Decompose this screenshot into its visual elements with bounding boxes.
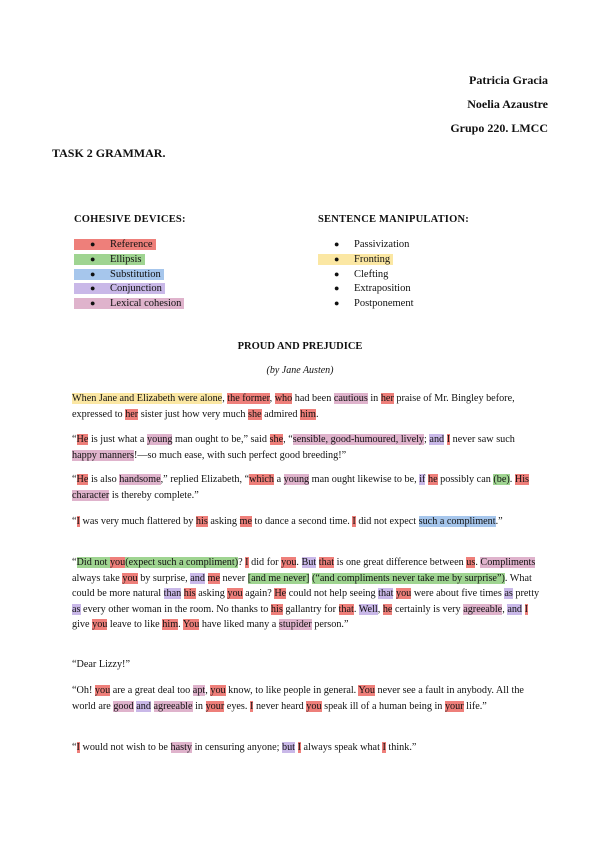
legend-item-substitution: ● Substitution xyxy=(74,267,186,282)
highlighted-span: she xyxy=(248,408,262,420)
highlighted-span: He xyxy=(274,588,287,600)
bullet-icon: ● xyxy=(90,298,96,309)
highlighted-span: handsome xyxy=(119,474,161,485)
task-title: TASK 2 GRAMMAR. xyxy=(52,146,166,160)
text-span: , xyxy=(502,603,508,615)
text-span: is one great difference between xyxy=(334,557,467,568)
highlighted-span: sensible, good-humoured, lively xyxy=(292,434,425,445)
paragraph-6 xyxy=(72,657,542,673)
legend-item-clefting: ● Clefting xyxy=(334,268,389,280)
highlighted-span: Well xyxy=(358,603,378,615)
text-span: know, to like people in general. xyxy=(225,685,359,696)
text-span: possibly can xyxy=(437,474,494,485)
highlighted-span: I xyxy=(76,516,80,527)
text-span: man ought likewise to be, xyxy=(309,474,420,485)
paragraph-5 xyxy=(72,555,542,633)
text-span: is thereby complete.” xyxy=(109,489,199,501)
bullet-icon: ● xyxy=(334,298,340,309)
highlighted-span: who xyxy=(274,393,293,404)
highlighted-span: your xyxy=(444,700,464,712)
highlighted-span: his xyxy=(195,516,208,527)
text-span: , xyxy=(377,603,383,615)
highlighted-span: than xyxy=(163,588,182,600)
highlighted-span: I xyxy=(297,742,301,753)
legend-item-reference: ● Reference xyxy=(74,237,186,252)
text-span: leave to like xyxy=(107,619,163,631)
text-span: always take xyxy=(72,572,123,584)
text-span: praise of Mr. Bingley before, expressed to xyxy=(72,393,515,420)
highlighted-span: (be) xyxy=(493,474,510,485)
highlighted-span: but xyxy=(281,742,296,753)
highlighted-span: When Jane and Elizabeth were alone xyxy=(72,393,223,404)
highlighted-span: and xyxy=(507,603,523,615)
legend-item-passivization: ● Passivization xyxy=(334,239,410,250)
highlighted-span: the former xyxy=(227,393,270,404)
highlighted-span: such a compliment xyxy=(418,516,496,527)
text-span: . xyxy=(178,619,183,631)
highlighted-span: You xyxy=(358,685,375,696)
text-span: are a great deal too xyxy=(110,685,193,696)
text-span: “Dear Lizzy!” xyxy=(72,659,130,670)
author-name-2: Noelia Azaustre xyxy=(467,97,548,111)
paragraph-7 xyxy=(72,683,542,714)
text-span: . xyxy=(353,603,359,615)
text-span: . xyxy=(296,557,302,568)
cohesive-devices-heading: COHESIVE DEVICES: xyxy=(74,214,186,225)
highlighted-span: I xyxy=(382,742,386,753)
text-span: a xyxy=(274,474,284,485)
text-span: have liked many a xyxy=(199,619,279,631)
legend-item-ellipsis: ● Ellipsis xyxy=(74,252,186,267)
highlighted-span: you xyxy=(210,685,226,696)
text-span: person.” xyxy=(311,619,349,631)
bullet-icon: ● xyxy=(334,268,340,279)
highlighted-span: (“and compliments never take me by surprise”) xyxy=(311,572,505,584)
text-span: asking xyxy=(207,516,240,527)
highlighted-span: young xyxy=(147,434,173,445)
bullet-icon: ● xyxy=(90,239,96,249)
highlighted-span: as xyxy=(504,588,513,600)
text-span: “ xyxy=(72,434,77,445)
paragraph-8 xyxy=(72,740,542,756)
highlighted-span: your xyxy=(205,700,225,712)
text-span: sister just how very much xyxy=(138,408,248,420)
highlighted-span: and xyxy=(190,572,205,584)
text-span: “ xyxy=(72,742,77,753)
text-span: ? xyxy=(238,557,246,568)
highlighted-span: young xyxy=(283,474,310,485)
bullet-icon: ● xyxy=(90,283,96,294)
text-span: in censuring anyone; xyxy=(192,742,282,753)
text-span: !—so much ease, with such perfect good breeding!” xyxy=(133,449,347,461)
highlighted-span: good xyxy=(113,700,134,712)
text-span: would not wish to be xyxy=(79,742,171,753)
bullet-icon: ● xyxy=(334,283,340,294)
text-span: had been xyxy=(292,393,334,404)
sentence-manipulation-legend xyxy=(318,214,469,311)
highlighted-span: I xyxy=(250,700,254,712)
paragraph-4 xyxy=(72,514,542,530)
text-span: , xyxy=(205,685,211,696)
legend-item-fronting: ● Fronting xyxy=(318,252,469,267)
text-span: , xyxy=(269,393,275,404)
highlighted-span: that xyxy=(378,588,394,600)
highlighted-span: I xyxy=(524,603,528,615)
highlighted-span: Did not xyxy=(76,557,110,568)
highlighted-span: you xyxy=(306,700,322,712)
text-span: never saw such xyxy=(450,434,515,445)
text-span: to dance a second time. xyxy=(251,516,353,527)
text-span: give xyxy=(72,619,93,631)
text-span: pretty xyxy=(512,588,540,600)
highlighted-span: He xyxy=(76,474,89,485)
text-span: was very much flattered by xyxy=(79,516,196,527)
highlighted-span: she xyxy=(269,434,284,445)
text-span: never xyxy=(220,572,248,584)
highlighted-span: his xyxy=(183,588,196,600)
highlighted-span: character xyxy=(72,489,110,501)
highlighted-span: But xyxy=(301,557,317,568)
highlighted-span: if xyxy=(419,474,426,485)
highlighted-span: that xyxy=(318,557,335,568)
text-span: did for xyxy=(248,557,282,568)
paragraph-3 xyxy=(72,472,542,503)
bullet-icon: ● xyxy=(90,253,96,264)
text-title: PROUD AND PREJUDICE xyxy=(237,341,363,352)
text-span: .” xyxy=(495,516,503,527)
highlighted-span: me xyxy=(207,572,220,584)
highlighted-span: hasty xyxy=(170,742,193,753)
bullet-icon: ● xyxy=(334,253,340,264)
highlighted-span: (expect such a compliment) xyxy=(125,557,239,568)
highlighted-span: I xyxy=(446,434,451,445)
text-span: “Oh! xyxy=(72,685,95,696)
paragraph-1 xyxy=(72,391,542,422)
highlighted-span: I xyxy=(245,557,249,568)
highlighted-span: you xyxy=(281,557,297,568)
text-span: gallantry for xyxy=(282,603,339,615)
highlighted-span: his xyxy=(270,603,283,615)
text-span: . xyxy=(315,408,319,420)
text-span: every other woman in the room. No thanks to xyxy=(80,603,271,615)
highlighted-span: you xyxy=(92,619,108,631)
text-span: eyes. xyxy=(224,700,250,712)
text-span: . xyxy=(475,557,481,568)
highlighted-span: you xyxy=(109,557,126,568)
highlighted-span: cautious xyxy=(333,393,368,404)
sentence-manipulation-heading: SENTENCE MANIPULATION: xyxy=(318,214,469,225)
highlighted-span: You xyxy=(182,619,200,631)
paragraph-2 xyxy=(72,432,542,463)
highlighted-span: and xyxy=(429,434,445,445)
highlighted-span: agreeable xyxy=(153,700,193,712)
text-span: could not help seeing xyxy=(286,588,379,600)
highlighted-span: [and me never] xyxy=(247,572,310,584)
text-span: , xyxy=(222,393,228,404)
highlighted-span: you xyxy=(227,588,243,600)
highlighted-span: you xyxy=(122,572,138,584)
highlighted-span: I xyxy=(352,516,356,527)
highlighted-span: he xyxy=(382,603,393,615)
text-span: “ xyxy=(72,516,77,527)
highlighted-span: happy manners xyxy=(72,449,134,461)
bullet-icon: ● xyxy=(90,268,96,279)
text-span: “ xyxy=(72,474,77,485)
highlighted-span: he xyxy=(427,474,438,485)
text-span: life.” xyxy=(463,700,487,712)
group-label: Grupo 220. LMCC xyxy=(450,121,548,135)
highlighted-span: He xyxy=(76,434,89,445)
highlighted-span: her xyxy=(125,408,139,420)
legend-item-extraposition: ● Extraposition xyxy=(334,283,411,295)
legend-item-lexical-cohesion: ● Lexical cohesion xyxy=(74,296,186,311)
author-name-1: Patricia Gracia xyxy=(469,73,548,87)
highlighted-span: which xyxy=(249,474,275,485)
text-span: in xyxy=(367,393,381,404)
text-span: think.” xyxy=(385,742,417,753)
highlighted-span: you xyxy=(94,685,111,696)
text-span: always speak what xyxy=(300,742,383,753)
highlighted-span: apt xyxy=(192,685,206,696)
legend-item-conjunction: ● Conjunction xyxy=(74,281,186,296)
highlighted-span: me xyxy=(239,516,252,527)
text-subtitle: (by Jane Austen) xyxy=(266,365,334,376)
highlighted-span: agreeable xyxy=(463,603,503,615)
text-span: again? xyxy=(242,588,275,600)
text-span: were about five times xyxy=(411,588,505,600)
text-span: . What could be more natural xyxy=(72,572,532,600)
highlighted-span: you xyxy=(395,588,412,600)
text-span: certainly is very xyxy=(392,603,464,615)
highlighted-span: Compliments xyxy=(480,557,536,568)
text-span: asking xyxy=(195,588,228,600)
highlighted-span: her xyxy=(380,393,394,404)
text-span: man ought to be,” said xyxy=(172,434,270,445)
highlighted-span: I xyxy=(76,742,80,753)
highlighted-span: His xyxy=(514,474,530,485)
highlighted-span: as xyxy=(72,603,81,615)
text-span: never heard xyxy=(253,700,307,712)
text-span: . xyxy=(509,474,515,485)
legend-item-postponement: ● Postponement xyxy=(334,298,414,310)
text-span: did not expect xyxy=(355,516,419,527)
bullet-icon: ● xyxy=(334,239,340,249)
highlighted-span: that xyxy=(338,603,354,615)
text-span: in xyxy=(192,700,206,712)
text-span: ,” replied Elizabeth, “ xyxy=(160,474,250,485)
text-span: never see a fault in anybody. All the world are xyxy=(72,685,524,712)
highlighted-span: him xyxy=(300,408,316,420)
highlighted-span: stupider xyxy=(278,619,312,631)
text-span: is just what a xyxy=(88,434,147,445)
text-span: is also xyxy=(88,474,120,485)
highlighted-span: us xyxy=(466,557,476,568)
text-span: by surprise, xyxy=(137,572,191,584)
text-span: ; xyxy=(424,434,430,445)
text-span: “ xyxy=(72,557,77,568)
text-span: admired xyxy=(261,408,301,420)
text-span: speak ill of a human being in xyxy=(321,700,445,712)
highlighted-span: him xyxy=(162,619,179,631)
highlighted-span: and xyxy=(136,700,151,712)
cohesive-devices-legend xyxy=(74,214,186,311)
text-span: , “ xyxy=(283,434,293,445)
